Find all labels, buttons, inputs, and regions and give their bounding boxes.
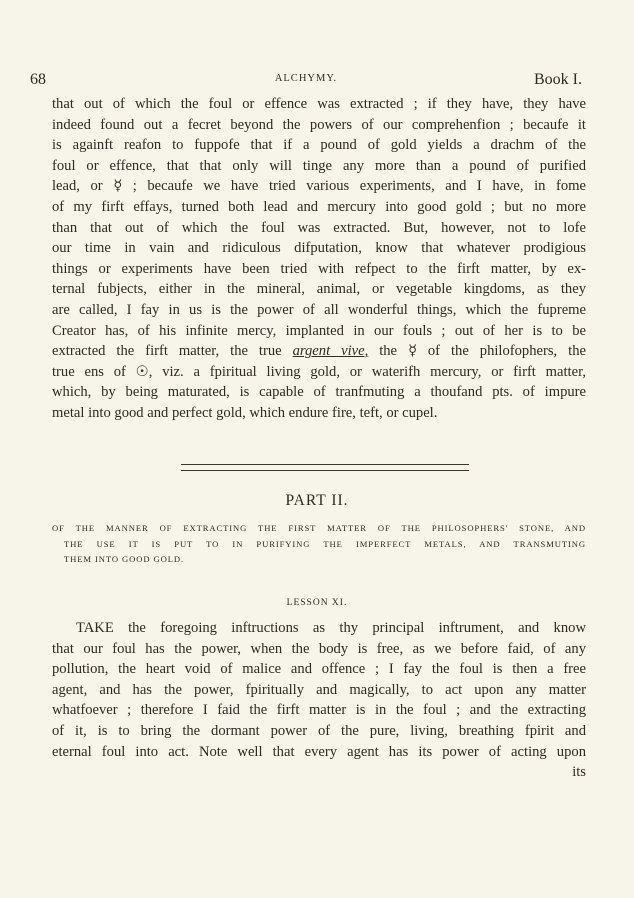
- text-line: than that out of which the foul was extracted. But, however, not to lofe: [52, 219, 586, 236]
- running-title: ALCHYMY.: [274, 73, 338, 84]
- description-line: THEM INTO GOOD GOLD.: [64, 554, 185, 564]
- part-title: PART II.: [285, 492, 349, 509]
- text-line: TAKE the foregoing inftructions as thy principal inftrument, and know: [76, 620, 586, 636]
- text-line: whatfoever ; therefore I faid the firft matter is in the foul ; and the extracting: [52, 702, 586, 719]
- description-line: OF THE MANNER OF EXTRACTING THE FIRST MATTER OF THE PHILOSOPHERS' STONE, AND: [52, 523, 586, 533]
- text-line: that our foul has the power, when the body is free, as we before faid, of any: [52, 640, 586, 657]
- text-line-mixed: [52, 341, 586, 362]
- text-line: eternal foul into act. Note well that every agent has its power of acting upon: [52, 743, 586, 760]
- lesson-title: LESSON XI.: [286, 598, 348, 608]
- text-line: indeed found out a fecret beyond the powers of our comprehenfion ; becaufe it: [52, 116, 586, 133]
- text-line: ternal fubjects, either in the mineral, animal, or vegetable kingdoms, as they: [52, 281, 586, 298]
- text-line: of my firft effays, turned both lead and mercury into good gold ; but no more: [52, 198, 586, 215]
- text-line: which, by being maturated, is capable of tranfmuting a thoufand pts. of impure: [52, 384, 586, 401]
- text-line: things or experiments have been tried with refpect to the firft matter, by ex-: [52, 260, 586, 277]
- part-description: [52, 521, 586, 568]
- description-line: THE USE IT IS PUT TO IN PURIFYING THE IMPERFECT METALS, AND TRANSMUTING: [64, 538, 586, 549]
- text-line: foul or effence, that that only will tinge any more than a pound of purified: [52, 157, 586, 174]
- text-line: are called, I fay in us is the power of all wonderful things, which the fupreme: [52, 301, 586, 318]
- text-line: Creator has, of his infinite mercy, implanted in our fouls ; out of her is to be: [52, 322, 586, 339]
- text-line: that out of which the foul or effence was extracted ; if they have, they have: [52, 96, 586, 112]
- text-segment: extracted the firft matter, the true: [52, 343, 293, 360]
- catchword: its: [572, 764, 586, 781]
- italic-term: argent vive,: [292, 343, 369, 360]
- book-label: Book I.: [534, 71, 582, 88]
- text-line: metal into good and perfect gold, which endure fire, teft, or cupel.: [52, 404, 438, 421]
- text-line: agent, and has the power, fpiritually and magically, to act upon any matter: [52, 681, 586, 698]
- text-line: is againft reafon to fuppofe that if a pound of gold yields a drachm of the: [52, 137, 586, 154]
- lesson-paragraph: [52, 618, 586, 783]
- text-line: true ens of ☉, viz. a fpiritual living gold, or waterifh mercury, or firft matter,: [52, 363, 586, 380]
- page-header: [30, 71, 582, 89]
- text-segment: the ☿ of the philofophers, the: [368, 343, 586, 360]
- text-line: our time in vain and ridiculous difputation, know that whatever prodigious: [52, 240, 586, 257]
- text-line: lead, or ☿ ; becaufe we have tried various experiments, and I have, in fome: [52, 178, 586, 195]
- page-number: 68: [30, 71, 46, 88]
- text-line: of it, is to bring the dormant power of the pure, living, breathing fpirit and: [52, 722, 586, 739]
- text-line: pollution, the heart void of malice and offence ; I fay the foul is then a free: [52, 661, 586, 678]
- paragraph-one: [52, 94, 586, 424]
- section-divider: [181, 464, 469, 471]
